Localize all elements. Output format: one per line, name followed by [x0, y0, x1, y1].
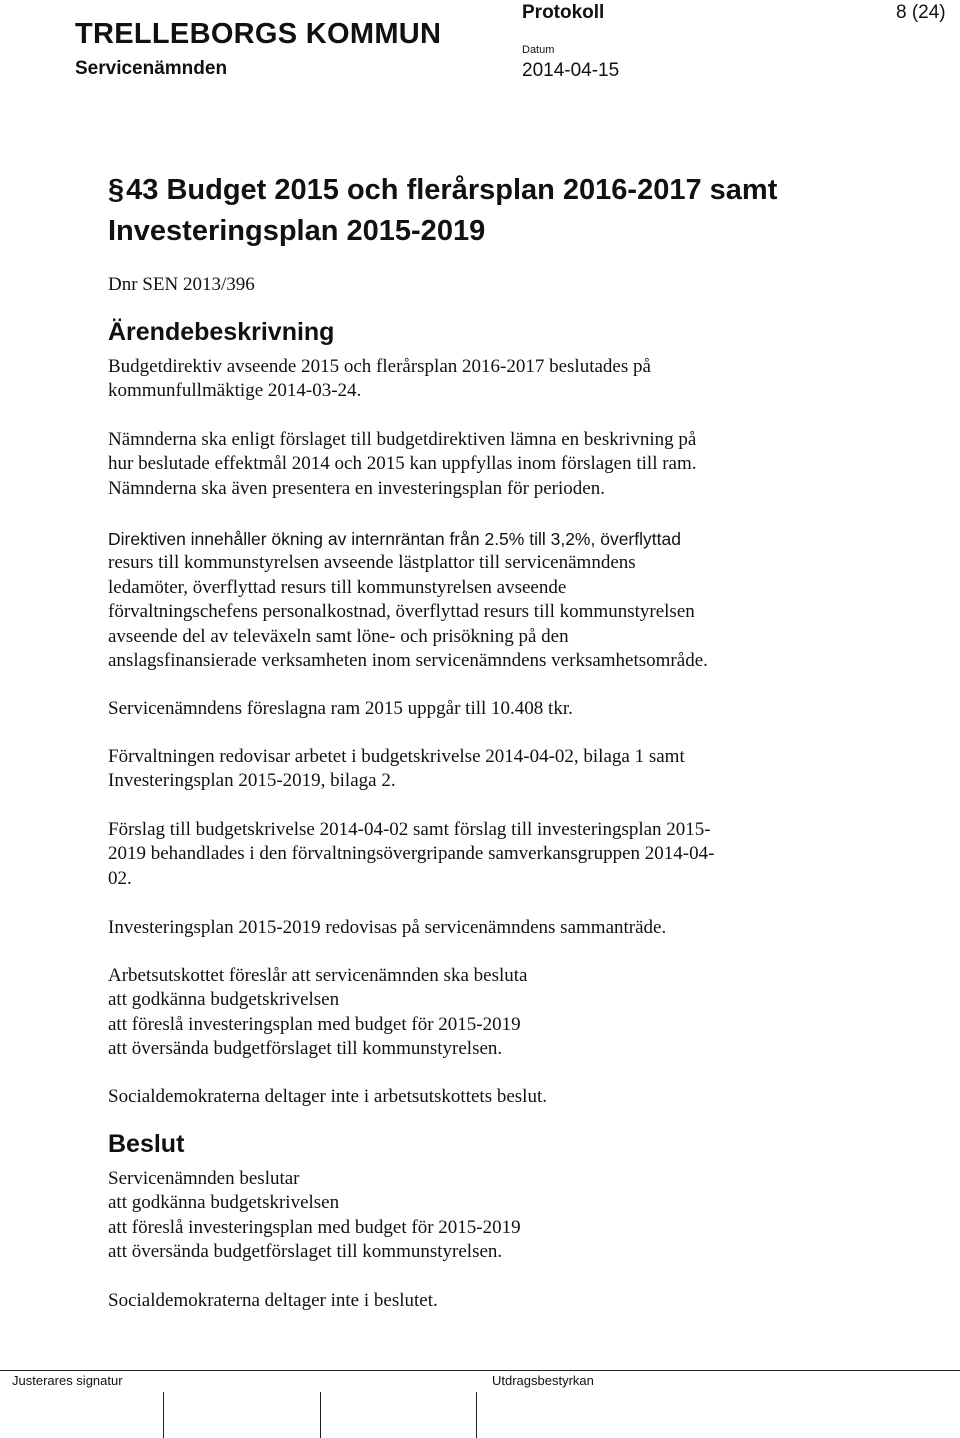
- text-line: Förslag till budgetskrivelse 2014-04-02 samt förslag till investeringsplan 2015-: [108, 819, 711, 840]
- paragraph-arende-3: [108, 527, 808, 673]
- text-line: Investeringsplan 2015-2019 redovisas på servicenämndens sammanträde.: [108, 917, 667, 938]
- paragraph-beslut-1: [108, 1167, 808, 1265]
- signature-box-divider: [163, 1392, 164, 1438]
- text-line: att översända budgetförslaget till kommunstyrelsen.: [108, 1038, 503, 1060]
- paragraph-arende-1: [108, 355, 808, 404]
- text-line: Socialdemokraterna deltager inte i arbetsutskottets beslut.: [108, 1086, 547, 1107]
- text-line: kommunfullmäktige 2014-03-24.: [108, 380, 362, 402]
- committee-name: Servicenämnden: [75, 58, 228, 79]
- text-line: Nämnderna ska även presentera en investeringsplan för perioden.: [108, 477, 605, 499]
- text-line: Socialdemokraterna deltager inte i beslutet.: [108, 1290, 438, 1311]
- signature-box-divider: [320, 1392, 321, 1438]
- text-line: Servicenämndens föreslagna ram 2015 uppgår till 10.408 tkr.: [108, 698, 573, 719]
- paragraph-arende-4: [108, 697, 808, 721]
- text-line: Budgetdirektiv avseende 2015 och flerårsplan 2016-2017 beslutades på: [108, 356, 651, 377]
- organization-name: TRELLEBORGS KOMMUN: [75, 18, 442, 50]
- paragraph-arende-9: [108, 1085, 808, 1109]
- text-line: Arbetsutskottet föreslår att servicenämnden ska besluta: [108, 965, 528, 986]
- paragraph-arende-8: [108, 964, 808, 1062]
- paragraph-beslut-2: [108, 1289, 808, 1313]
- paragraph-symbol: §: [108, 174, 125, 206]
- text-line: Nämnderna ska enligt förslaget till budgetdirektiven lämna en beskrivning på: [108, 429, 697, 450]
- text-line: att översända budgetförslaget till kommunstyrelsen.: [108, 1241, 503, 1263]
- section-title-line-2: Investeringsplan 2015-2019: [108, 215, 486, 247]
- date-label: Datum: [522, 44, 555, 56]
- signature-label: Justerares signatur: [12, 1373, 123, 1388]
- document-type: Protokoll: [522, 2, 605, 23]
- text-line: att godkänna budgetskrivelsen: [108, 1192, 340, 1214]
- paragraph-arende-6: [108, 818, 808, 891]
- page-number: 8 (24): [896, 2, 946, 23]
- text-line: Servicenämnden beslutar: [108, 1168, 300, 1189]
- text-line: 02.: [108, 867, 132, 889]
- text-line: anslagsfinansierade verksamheten inom servicenämndens verksamhetsområde.: [108, 650, 708, 672]
- text-line: att föreslå investeringsplan med budget för 2015-2019: [108, 1013, 521, 1035]
- text-line: Direktiven innehåller ökning av internräntan från 2.5% till 3,2%, överflyttad: [108, 529, 681, 549]
- text-line: hur beslutade effektmål 2014 och 2015 kan uppfyllas inom förslagen till ram.: [108, 453, 697, 475]
- text-line: 2019 behandlades i den förvaltningsövergripande samverkansgruppen 2014-04-: [108, 843, 715, 865]
- text-line: Förvaltningen redovisar arbetet i budgetskrivelse 2014-04-02, bilaga 1 samt: [108, 746, 685, 767]
- text-line: förvaltningschefens personalkostnad, överflyttad resurs till kommunstyrelsen: [108, 601, 695, 623]
- text-line: att godkänna budgetskrivelsen: [108, 989, 340, 1011]
- heading-beslut: Beslut: [108, 1130, 185, 1158]
- text-line: avseende del av televäxeln samt löne- och prisökning på den: [108, 625, 569, 647]
- text-line: resurs till kommunstyrelsen avseende lästplattor till servicenämndens: [108, 552, 636, 574]
- date-value: 2014-04-15: [522, 60, 620, 81]
- text-line: att föreslå investeringsplan med budget för 2015-2019: [108, 1216, 521, 1238]
- paragraph-arende-7: [108, 916, 808, 940]
- section-title-line-1: 43 Budget 2015 och flerårsplan 2016-2017 samt: [126, 174, 778, 206]
- signature-box-divider: [476, 1392, 477, 1438]
- case-number: Dnr SEN 2013/396: [108, 274, 255, 295]
- section-title: [108, 170, 868, 252]
- text-line: Investeringsplan 2015-2019, bilaga 2.: [108, 770, 396, 792]
- footer-divider: [0, 1370, 960, 1371]
- text-line: ledamöter, överflyttad resurs till kommunstyrelsen avseende: [108, 576, 567, 598]
- extract-label: Utdragsbestyrkan: [492, 1373, 594, 1388]
- paragraph-arende-2: [108, 428, 808, 501]
- paragraph-arende-5: [108, 745, 808, 794]
- heading-arendebeskrivning: Ärendebeskrivning: [108, 318, 335, 346]
